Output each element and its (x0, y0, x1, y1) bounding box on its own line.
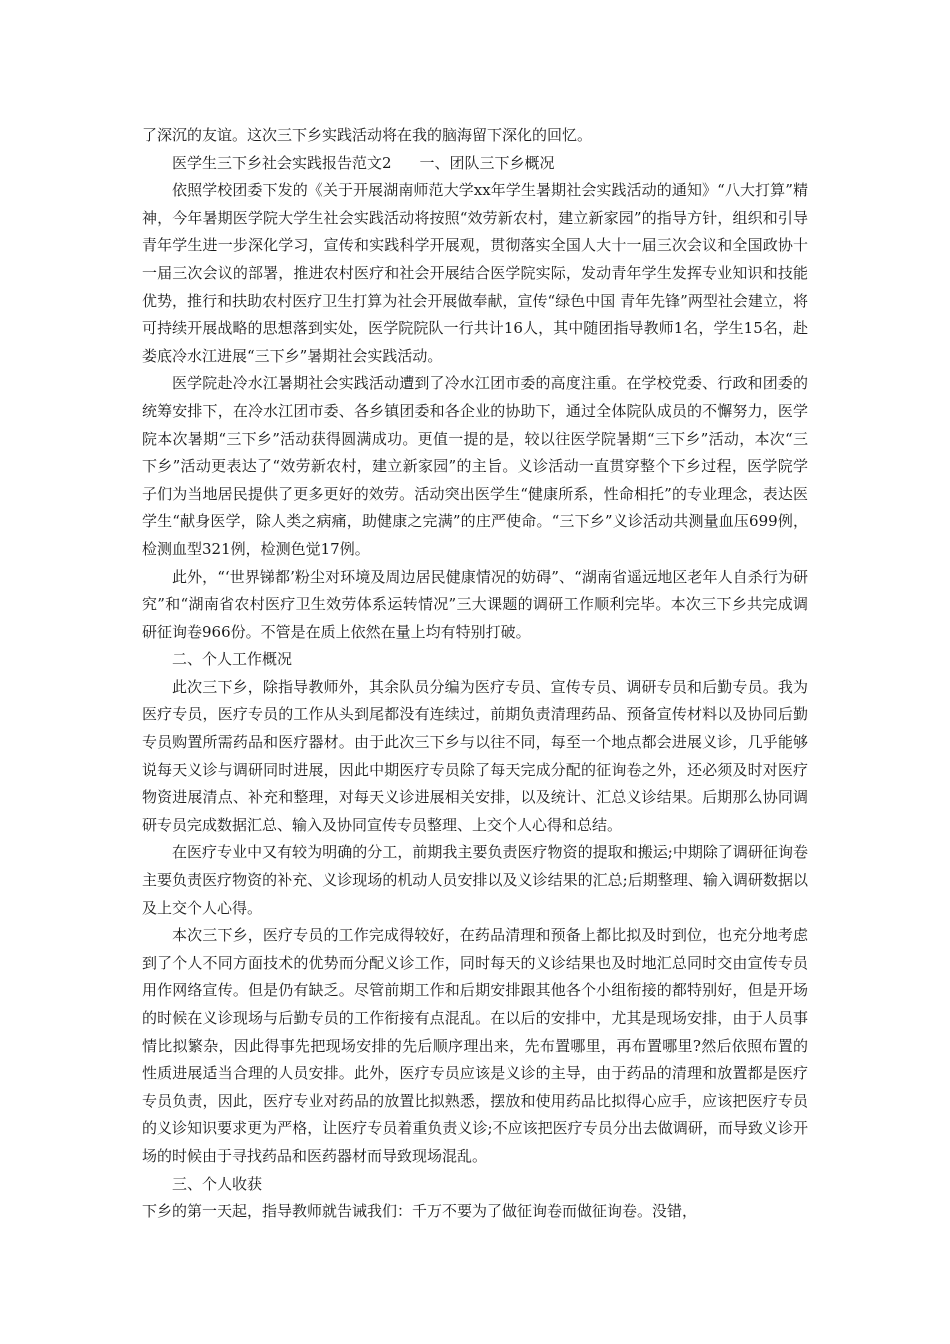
paragraph: 下乡的第一天起，指导教师就告诫我们：千万不要为了做征询卷而做征询卷。没错， (142, 1202, 698, 1221)
section-heading: 二、个人工作概况 (172, 650, 293, 669)
section-heading-line (142, 150, 808, 178)
section-heading: 三、个人收获 (172, 1174, 263, 1193)
section-heading: 一、团队三下乡概况 (419, 153, 555, 172)
paragraph: 本次三下乡，医疗专员的工作完成得较好，在药品清理和预备上都比拟及时到位，也充分地考虑到了个人不同方面技术的优势而分配义诊工作，同时每天的义诊结果也及时地汇总同时交由宣传专员用作网络宣传。但是仍有缺乏。尽管前期工作和后期安排跟其他各个小组衔接的都特别好，但是开场的时候在义诊现场与后勤专员的工作衔接有点混乱。在以后的安排中，尤其是现场安排，由于人员事情比拟繁杂，因此得事先把现场安排的先后顺序理出来，先布置哪里，再布置哪里?然后依照布置的性质进展适当合理的人员安排。此外，医疗专员应该是义诊的主导，由于药品的清理和放置都是医疗专员负责，因此，医疗专业对药品的放置比拟熟悉，摆放和使用药品比拟得心应手，应该把医疗专员的义诊知识要求更为严格，让医疗专员着重负责义诊;不应该把医疗专员分出去做调研，而导致义诊开场的时候由于寻找药品和医药器材而导致现场混乱。 (142, 926, 808, 1165)
paragraph: 依照学校团委下发的《关于开展湖南师范大学xx年学生暑期社会实践活动的通知》“八大打算”精神，今年暑期医学院大学生社会实践活动将按照“效劳新农村，建立新家园”的指导方针，组织和引导青年学生进一步深化学习，宣传和实践科学开展观，贯彻落实全国人大十一届三次会议和全国政协十一届三次会议的部署，推进农村医疗和社会开展结合医学院实际，发动青年学生发挥专业知识和技能优势，推行和扶助农村医疗卫生打算为社会开展做奉献，宣传“绿色中国 青年先锋”两型社会建立，将可持续开展战略的思想落到实处，医学院院队一行共计16人，其中随团指导教师1名，学生15名，赴娄底冷水江进展“三下乡”暑期社会实践活动。 (142, 181, 808, 365)
article-title: 医学生三下乡社会实践报告范文2 (172, 153, 392, 172)
paragraph: 此外，“‘世界锑都’粉尘对环境及周边居民健康情况的妨碍”、“湖南省遥远地区老年人自杀行为研究”和“湖南省农村医疗卫生效劳体系运转情况”三大课题的调研工作顺利完毕。本次三下乡共完成调研征询卷966份。不管是在质上依然在量上均有特别打破。 (142, 567, 808, 641)
paragraph: 了深沉的友谊。这次三下乡实践活动将在我的脑海留下深化的回忆。 (142, 126, 593, 144)
document-page (142, 122, 808, 1226)
paragraph: 此次三下乡，除指导教师外，其余队员分编为医疗专员、宣传专员、调研专员和后勤专员。我为医疗专员，医疗专员的工作从头到尾都没有连续过，前期负责清理药品、预备宣传材料以及协同后勤专员购置所需药品和医疗器材。由于此次三下乡与以往不同，每至一个地点都会进展义诊，几乎能够说每天义诊与调研同时进展，因此中期医疗专员除了每天完成分配的征询卷之外，还必须及时对医疗物资进展清点、补充和整理，对每天义诊进展相关安排，以及统计、汇总义诊结果。后期那么协同调研专员完成数据汇总、输入及协同宣传专员整理、上交个人心得和总结。 (142, 677, 808, 834)
paragraph: 在医疗专业中又有较为明确的分工，前期我主要负责医疗物资的提取和搬运;中期除了调研征询卷主要负责医疗物资的补充、义诊现场的机动人员安排以及义诊结果的汇总;后期整理、输入调研数据以及上交个人心得。 (142, 843, 808, 917)
paragraph: 医学院赴冷水江暑期社会实践活动遭到了冷水江团市委的高度注重。在学校党委、行政和团委的统筹安排下，在冷水江团市委、各乡镇团委和各企业的协助下，通过全体院队成员的不懈努力，医学院本次暑期“三下乡”活动获得圆满成功。更值一提的是，较以往医学院暑期“三下乡”活动，本次“三下乡”活动更表达了“效劳新农村，建立新家园”的主旨。义诊活动一直贯穿整个下乡过程，医学院学子们为当地居民提供了更多更好的效劳。活动突出医学生“健康所系，性命相托”的专业理念，表达医学生“献身医学，除人类之病痛，助健康之完满”的庄严使命。“三下乡”义诊活动共测量血压699例，检测血型321例，检测色觉17例。 (142, 374, 808, 558)
